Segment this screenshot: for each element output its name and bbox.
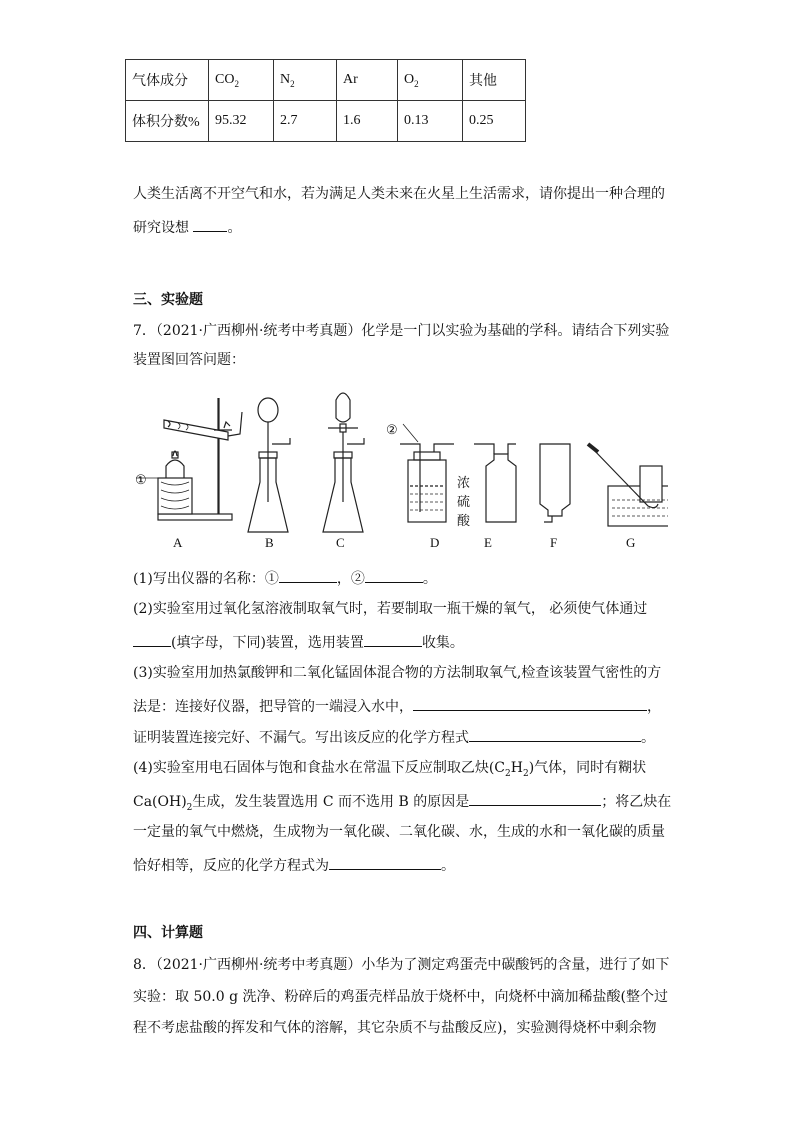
table-cell: 0.25: [463, 101, 526, 142]
gas-composition-table: [125, 59, 526, 142]
q7-part3-line3: 证明装置连接完好、不漏气。写出该反应的化学方程式 。: [133, 730, 655, 746]
answer-blank[interactable]: [279, 570, 337, 583]
acid-label-2: 硫: [457, 494, 471, 509]
q8-line2: 实验：取 50.0 g 洗净、粉碎后的鸡蛋壳样品放于烧杯中，向烧杯中滴加稀盐酸(整个过: [133, 989, 668, 1005]
diagram-label: B: [265, 535, 274, 550]
table-cell: 气体成分: [126, 60, 209, 101]
table-cell: 0.13: [398, 101, 463, 142]
diagram-label: D: [430, 535, 440, 550]
table-cell: 其他: [463, 60, 526, 101]
q6-line1: 人类生活离不开空气和水，若为满足人类未来在火星上生活需求，请你提出一种合理的: [133, 186, 665, 202]
answer-blank[interactable]: [133, 634, 171, 647]
table-header-row: [126, 60, 526, 101]
q8-line3: 程不考虑盐酸的挥发和气体的溶解，其它杂质不与盐酸反应)，实验测得烧杯中剩余物: [133, 1020, 657, 1036]
answer-blank[interactable]: [469, 729, 641, 742]
diagram-label: A: [173, 535, 183, 550]
section-title: 三、实验题: [133, 292, 203, 308]
acid-label-1: 浓: [457, 475, 471, 490]
answer-blank[interactable]: [413, 698, 647, 711]
q7-intro-line2: 装置图回答问题：: [133, 352, 245, 368]
answer-blank[interactable]: [364, 634, 422, 647]
q7-part2-line2: (填字母，下同)装置，选用装置 收集。: [133, 634, 464, 650]
apparatus-a: [136, 398, 242, 520]
apparatus-c: [323, 393, 364, 532]
answer-blank[interactable]: [469, 793, 601, 806]
apparatus-b: [248, 398, 290, 532]
apparatus-d: [400, 424, 454, 522]
table-cell: Ar: [337, 60, 398, 101]
diagram-label: C: [336, 535, 345, 550]
table-cell: 95.32: [209, 101, 274, 142]
answer-blank[interactable]: [193, 219, 227, 232]
table-cell: $CO_2$: [209, 60, 274, 101]
table-cell: 体积分数%: [126, 101, 209, 142]
acid-label-3: 酸: [457, 513, 471, 528]
table-cell: 1.6: [337, 101, 398, 142]
table-cell: $O_2$: [398, 60, 463, 101]
q7-intro-line1: 7．（2021·广西柳州·统考中考真题）化学是一门以实验为基础的学科。请结合下列实验: [133, 323, 670, 339]
q7-part4-line1: (4)实验室用电石固体与饱和食盐水在常温下反应制取乙炔$(C_2H_2)$气体，同时有糊状: [133, 760, 647, 779]
q7-part1: (1)写出仪器的名称：① ，② 。: [133, 571, 437, 587]
apparatus-g: [588, 444, 668, 526]
table-cell: 2.7: [274, 101, 337, 142]
q7-part3-line1: (3)实验室用加热氯酸钾和二氧化锰固体混合物的方法制取氧气,检查该装置气密性的方: [133, 665, 662, 681]
q7-part2-line1: (2)实验室用过氧化氢溶液制取氧气时，若要制取一瓶干燥的氧气， 必须使气体通过: [133, 601, 648, 617]
table-row: [126, 101, 526, 142]
q7-part3-line2: 法是：连接好仪器，把导管的一端浸入水中， ，: [133, 699, 661, 715]
table-cell: $N_2$: [274, 60, 337, 101]
apparatus-diagram: [128, 382, 668, 554]
section-title: 四、计算题: [133, 925, 203, 941]
q7-part4-line3: 一定量的氧气中燃烧，生成物为一氧化碳、二氧化碳、水，生成的水和一氧化碳的质量: [133, 824, 665, 840]
diagram-label: F: [550, 535, 558, 550]
apparatus-f: [540, 444, 570, 522]
q7-part4-line2: $Ca(OH)_2$生成，发生装置选用 C 而不选用 B 的原因是 ；将乙炔在: [133, 794, 672, 813]
q8-line1: 8．（2021·广西柳州·统考中考真题）小华为了测定鸡蛋壳中碳酸钙的含量，进行了如下: [133, 957, 670, 973]
answer-blank[interactable]: [365, 570, 423, 583]
diagram-label: G: [626, 535, 636, 550]
apparatus-e: [474, 444, 516, 522]
q7-part4-line4: 恰好相等，反应的化学方程式为 。: [133, 858, 455, 874]
marker-1: ①: [135, 472, 147, 487]
q6-line2: 研究设想 。: [133, 220, 242, 236]
marker-2: ②: [386, 422, 398, 437]
diagram-label: E: [484, 535, 492, 550]
answer-blank[interactable]: [329, 857, 441, 870]
